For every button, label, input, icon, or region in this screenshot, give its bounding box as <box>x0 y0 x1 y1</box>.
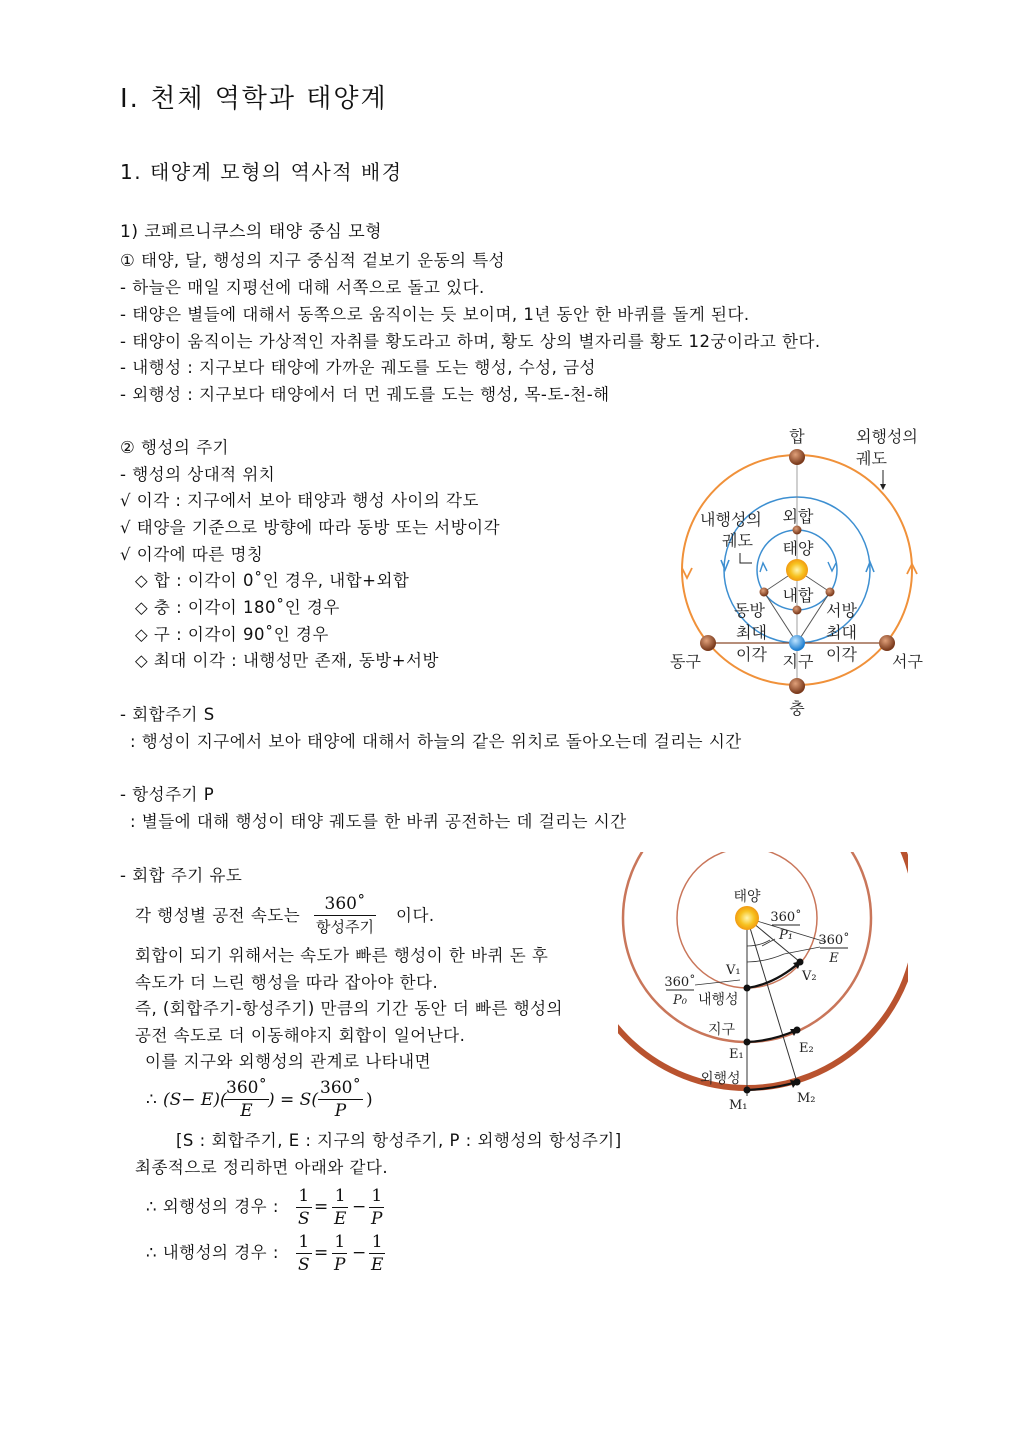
m2-point <box>794 1079 801 1086</box>
fraction-numerator: 1 <box>298 1186 310 1206</box>
text-line: ◇ 최대 이각 : 내행성만 존재, 동방+서방 <box>135 651 439 670</box>
text-line: 회합이 되기 위해서는 속도가 빠른 행성이 한 바퀴 돈 후 <box>135 946 549 965</box>
page-title: Ⅰ. 천체 역학과 태양계 <box>120 84 388 114</box>
speed-suffix: 이다. <box>396 906 435 925</box>
subsection-heading: 1) 코페르니쿠스의 태양 중심 모형 <box>120 222 383 242</box>
label-outer-orbit: 궤도 <box>856 449 887 468</box>
planet-opposition-icon <box>789 678 805 694</box>
formula-fraction <box>296 1232 312 1275</box>
equation-left: (S− E)( <box>163 1090 227 1110</box>
sun-icon <box>786 559 808 581</box>
pointer-line <box>740 553 752 563</box>
sidereal-desc: : 별들에 대해 행성이 태양 궤도를 한 바퀴 공전하는 데 걸리는 시간 <box>130 812 627 831</box>
variable-legend: [S : 회합주기, E : 지구의 항성주기, P : 외행성의 항성주기] <box>176 1131 622 1150</box>
formula-fraction <box>332 1232 347 1275</box>
label-v1: V₁ <box>726 963 741 978</box>
orbit-direction-arrow <box>760 563 767 572</box>
label-angle-p1-den: P₁ <box>779 928 793 943</box>
pointer-arrowhead <box>880 484 886 490</box>
label-angle-p0-den: P₀ <box>673 993 687 1008</box>
sidereal-title: - 항성주기 P <box>120 785 215 804</box>
planet-west-elongation-icon <box>826 588 835 597</box>
fraction-bar <box>369 1207 384 1208</box>
equation-fraction-2 <box>318 1078 363 1121</box>
label-angle-e-den: E <box>829 951 839 966</box>
final-line: 최종적으로 정리하면 아래와 같다. <box>135 1158 389 1177</box>
fraction-denominator: P <box>334 1255 346 1275</box>
text-line: ◇ 충 : 이각이 180˚인 경우 <box>135 598 340 617</box>
inner-planet-arc <box>747 962 800 988</box>
fraction-denominator: P <box>371 1209 383 1229</box>
formula-fraction <box>369 1186 384 1229</box>
text-line: 이를 지구와 외행성의 관계로 나타내면 <box>145 1052 432 1071</box>
leader-line <box>762 939 775 946</box>
text-line: √ 태양을 기준으로 방향에 따라 동방 또는 서방이각 <box>120 518 501 537</box>
label-outer-planet: 외행성 <box>700 1071 741 1087</box>
label-m2: M₂ <box>797 1091 816 1106</box>
m1-point <box>744 1087 751 1094</box>
e2-point <box>794 1027 801 1034</box>
inner-planet-label: ∴ 내행성의 경우 : <box>146 1243 279 1262</box>
fraction-bar <box>314 915 376 916</box>
v2-point <box>797 959 804 966</box>
fraction-numerator: 1 <box>371 1232 383 1252</box>
angle-arc <box>747 954 784 962</box>
label-west-elongation: 서방 <box>826 601 857 620</box>
fraction-numerator: 360˚ <box>226 1078 267 1098</box>
synodic-title: - 회합주기 S <box>120 705 215 724</box>
text-line: √ 이각 : 지구에서 보아 태양과 행성 사이의 각도 <box>120 491 479 510</box>
label-angle-p1-num: 360˚ <box>770 910 802 925</box>
equation-end: ) <box>366 1090 373 1110</box>
fraction-numerator: 1 <box>334 1186 346 1206</box>
text-line: - 태양이 움직이는 가상적인 자취를 황도라고 하며, 황도 상의 별자리를 황도 12궁이라고 한다. <box>120 332 821 351</box>
equation-middle: ) = S( <box>268 1090 318 1110</box>
text-line: - 하늘은 매일 지평선에 대해 서쪽으로 돌고 있다. <box>120 278 485 297</box>
synodic-desc: : 행성이 지구에서 보아 태양에 대해서 하늘의 같은 위치로 돌아오는데 걸리는 시간 <box>130 732 742 751</box>
fraction-numerator: 360˚ <box>320 1078 361 1098</box>
label-earth: 지구 <box>708 1022 736 1038</box>
fraction-numerator: 1 <box>334 1232 346 1252</box>
label-m1: M₁ <box>729 1098 748 1113</box>
label-east-elongation: 이각 <box>736 645 767 664</box>
fraction-denominator: 항성주기 <box>316 918 374 936</box>
e1-point <box>744 1039 751 1046</box>
equation-fraction-1 <box>224 1078 269 1121</box>
text-line: ◇ 합 : 이각이 0˚인 경우, 내합+외합 <box>135 571 410 590</box>
label-conjunction: 합 <box>789 427 805 446</box>
planet-east-quadrature-icon <box>700 635 716 651</box>
speed-fraction <box>314 894 376 937</box>
orbit-direction-arrow <box>828 562 836 571</box>
label-sun: 태양 <box>733 889 761 905</box>
label-inner-planet: 내행성 <box>698 992 739 1008</box>
label-inner-orbit: 내행성의 <box>700 510 762 529</box>
section2-title: ② 행성의 주기 <box>120 438 229 457</box>
formula-fraction <box>369 1232 385 1275</box>
orbit-direction-arrow <box>682 568 692 578</box>
label-v2: V₂ <box>802 969 817 984</box>
minus-sign: − <box>352 1197 367 1217</box>
label-west-quadrature: 서구 <box>892 652 923 671</box>
label-e2: E₂ <box>799 1041 814 1056</box>
earth-icon <box>789 635 805 651</box>
text-line: 공전 속도로 더 이동해야지 회합이 일어난다. <box>135 1026 466 1045</box>
label-west-elongation: 최대 <box>826 623 857 642</box>
label-e1: E₁ <box>729 1047 744 1062</box>
outer-planet-label: ∴ 외행성의 경우 : <box>146 1197 279 1216</box>
derivation-title: - 회합 주기 유도 <box>120 866 243 885</box>
section-heading: 1. 태양계 모형의 역사적 배경 <box>120 160 403 184</box>
fraction-bar <box>296 1253 312 1254</box>
label-inner-orbit: 궤도 <box>722 531 753 550</box>
equals-sign: = <box>314 1243 329 1263</box>
fraction-denominator: P <box>334 1101 347 1121</box>
planet-superior-conjunction-icon <box>793 526 802 535</box>
fraction-denominator: E <box>334 1209 347 1229</box>
label-opposition: 충 <box>789 699 805 718</box>
label-west-elongation: 이각 <box>826 645 857 664</box>
label-outer-orbit: 외행성의 <box>856 427 918 446</box>
text-line: - 행성의 상대적 위치 <box>120 465 276 484</box>
sun-icon <box>735 906 759 930</box>
label-east-quadrature: 동구 <box>670 652 701 671</box>
equals-sign: = <box>314 1197 329 1217</box>
fraction-denominator: S <box>298 1209 310 1229</box>
planet-conjunction-icon <box>789 449 805 465</box>
planet-east-elongation-icon <box>760 588 769 597</box>
label-east-elongation: 최대 <box>736 623 767 642</box>
formula-fraction <box>296 1186 312 1229</box>
text-line: - 내행성 : 지구보다 태양에 가까운 궤도를 도는 행성, 수성, 금성 <box>120 358 596 377</box>
section1-title: ① 태양, 달, 행성의 지구 중심적 겉보기 운동의 특성 <box>120 251 506 270</box>
fraction-bar <box>318 1099 363 1100</box>
planet-west-quadrature-icon <box>879 635 895 651</box>
fraction-bar <box>224 1099 269 1100</box>
text-line: - 외행성 : 지구보다 태양에서 더 먼 궤도를 도는 행성, 목-토-천-해 <box>120 385 610 404</box>
label-angle-p0-num: 360˚ <box>664 975 696 990</box>
therefore-symbol: ∴ <box>146 1090 157 1110</box>
fraction-numerator: 1 <box>298 1232 310 1252</box>
text-line: ◇ 구 : 이각이 90˚인 경우 <box>135 625 329 644</box>
label-inferior-conjunction: 내합 <box>782 586 814 605</box>
v1-point <box>744 985 751 992</box>
fraction-denominator: E <box>240 1101 253 1121</box>
label-east-elongation: 동방 <box>734 601 765 620</box>
planet-configuration-diagram <box>660 420 960 730</box>
planet-inferior-conjunction-icon <box>793 606 802 615</box>
minus-sign: − <box>352 1243 367 1263</box>
text-line: 속도가 더 느린 행성을 따라 잡아야 한다. <box>135 973 439 992</box>
speed-prefix: 각 행성별 공전 속도는 <box>135 906 301 925</box>
label-sun: 태양 <box>782 539 814 558</box>
leader-line <box>784 947 820 954</box>
label-angle-e-num: 360˚ <box>818 933 850 948</box>
synodic-period-diagram <box>618 852 908 1116</box>
label-earth: 지구 <box>782 652 814 671</box>
fraction-bar <box>369 1253 385 1254</box>
fraction-bar <box>332 1207 348 1208</box>
fraction-bar <box>332 1253 347 1254</box>
text-line: √ 이각에 따른 명칭 <box>120 545 264 564</box>
text-line: - 태양은 별들에 대해서 동쪽으로 움직이는 듯 보이며, 1년 동안 한 바퀴를 돌게 된다. <box>120 305 750 324</box>
formula-fraction <box>332 1186 348 1229</box>
text-line: 즉, (회합주기-항성주기) 만큼의 기간 동안 더 빠른 행성의 <box>135 999 563 1018</box>
angle-arc <box>747 940 770 946</box>
fraction-numerator: 1 <box>371 1186 383 1206</box>
fraction-denominator: E <box>371 1255 384 1275</box>
fraction-bar <box>296 1207 312 1208</box>
label-superior-conjunction: 외합 <box>782 507 814 526</box>
fraction-numerator: 360˚ <box>324 894 366 914</box>
fraction-denominator: S <box>298 1255 310 1275</box>
